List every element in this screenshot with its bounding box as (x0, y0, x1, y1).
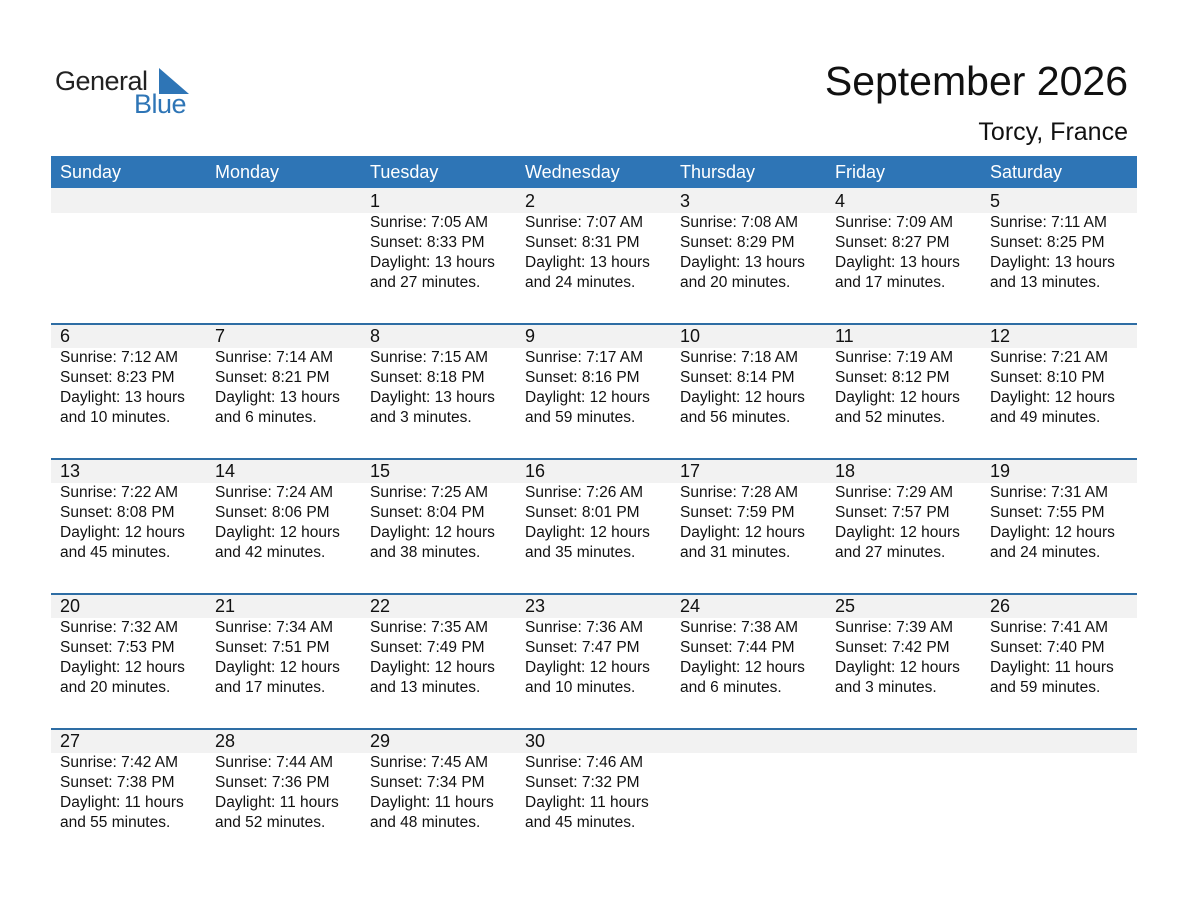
day-info (835, 213, 981, 293)
sunrise-text: Sunrise: 7:08 AM (680, 214, 799, 231)
sunrise-text: Sunrise: 7:32 AM (60, 619, 179, 636)
calendar-week (51, 458, 1137, 593)
day-number: 20 (60, 596, 81, 616)
daylight-minutes-text: and 52 minutes. (835, 409, 946, 426)
sunset-text: Sunset: 8:33 PM (370, 234, 485, 251)
daylight-minutes-text: and 59 minutes. (525, 409, 636, 426)
calendar-week (51, 323, 1137, 458)
daylight-text: Daylight: 13 hours (990, 254, 1115, 271)
daylight-text: Daylight: 11 hours (215, 794, 339, 811)
day-info (525, 213, 671, 293)
sunrise-text: Sunrise: 7:11 AM (990, 214, 1107, 231)
weekday-header (51, 156, 1137, 188)
weekday-thursday: Thursday (680, 162, 756, 182)
sunrise-text: Sunrise: 7:41 AM (990, 619, 1109, 636)
sunrise-text: Sunrise: 7:34 AM (215, 619, 334, 636)
daylight-minutes-text: and 10 minutes. (60, 409, 171, 426)
sunrise-text: Sunrise: 7:05 AM (370, 214, 489, 231)
sunrise-text: Sunrise: 7:38 AM (680, 619, 799, 636)
weekday-saturday: Saturday (990, 162, 1063, 182)
daylight-text: Daylight: 12 hours (60, 659, 185, 676)
sunrise-text: Sunrise: 7:42 AM (60, 754, 179, 771)
daylight-text: Daylight: 11 hours (990, 659, 1114, 676)
day-cell (826, 593, 981, 698)
sunset-text: Sunset: 7:34 PM (370, 774, 485, 791)
sunset-text: Sunset: 8:10 PM (990, 369, 1105, 386)
daylight-minutes-text: and 52 minutes. (215, 814, 326, 831)
daylight-text: Daylight: 12 hours (525, 389, 650, 406)
daylight-text: Daylight: 11 hours (370, 794, 494, 811)
daylight-text: Daylight: 11 hours (525, 794, 649, 811)
day-number: 12 (990, 326, 1011, 346)
calendar-week (51, 593, 1137, 728)
day-cell (206, 593, 361, 698)
day-info (680, 483, 826, 563)
day-cell (206, 323, 361, 428)
sunrise-text: Sunrise: 7:29 AM (835, 484, 954, 501)
day-cell (981, 188, 1137, 293)
daylight-minutes-text: and 6 minutes. (215, 409, 317, 426)
day-number: 5 (990, 191, 1001, 211)
sunset-text: Sunset: 7:36 PM (215, 774, 330, 791)
daylight-minutes-text: and 59 minutes. (990, 679, 1101, 696)
day-cell-empty (51, 188, 206, 293)
day-cell (206, 458, 361, 563)
day-number: 8 (370, 326, 381, 346)
day-cell (361, 188, 516, 293)
day-cell (826, 188, 981, 293)
daylight-text: Daylight: 12 hours (60, 524, 185, 541)
week-days (51, 188, 1137, 293)
sunset-text: Sunset: 7:42 PM (835, 639, 950, 656)
daylight-minutes-text: and 10 minutes. (525, 679, 636, 696)
daylight-minutes-text: and 45 minutes. (60, 544, 171, 561)
day-info (60, 348, 206, 428)
day-info (370, 753, 516, 833)
day-cell (361, 458, 516, 563)
day-info (680, 348, 826, 428)
day-number: 4 (835, 191, 846, 211)
weekday-monday: Monday (215, 162, 280, 182)
day-info (215, 753, 361, 833)
daylight-text: Daylight: 13 hours (370, 389, 495, 406)
daylight-minutes-text: and 27 minutes. (835, 544, 946, 561)
day-cell (671, 593, 826, 698)
sunset-text: Sunset: 7:55 PM (990, 504, 1105, 521)
sunrise-text: Sunrise: 7:28 AM (680, 484, 799, 501)
day-info (370, 213, 516, 293)
logo-text-blue: Blue (134, 89, 187, 119)
calendar-week (51, 728, 1137, 863)
day-cell (516, 593, 671, 698)
daylight-text: Daylight: 12 hours (525, 524, 650, 541)
sunset-text: Sunset: 8:21 PM (215, 369, 330, 386)
day-cell (826, 323, 981, 428)
day-cell (206, 728, 361, 833)
day-info (60, 618, 206, 698)
daylight-minutes-text: and 17 minutes. (215, 679, 326, 696)
sunset-text: Sunset: 7:32 PM (525, 774, 640, 791)
sunrise-text: Sunrise: 7:17 AM (525, 349, 644, 366)
day-number: 13 (60, 461, 81, 481)
day-info (990, 483, 1137, 563)
sunrise-text: Sunrise: 7:31 AM (990, 484, 1109, 501)
sunset-text: Sunset: 8:29 PM (680, 234, 795, 251)
day-cell (516, 323, 671, 428)
day-cell (981, 323, 1137, 428)
sunrise-text: Sunrise: 7:09 AM (835, 214, 954, 231)
daylight-text: Daylight: 13 hours (215, 389, 340, 406)
daylight-minutes-text: and 13 minutes. (990, 274, 1101, 291)
daylight-minutes-text: and 42 minutes. (215, 544, 326, 561)
day-number: 11 (835, 326, 854, 346)
sunset-text: Sunset: 8:25 PM (990, 234, 1105, 251)
day-number: 10 (680, 326, 701, 346)
calendar-weeks (51, 188, 1137, 863)
day-number: 22 (370, 596, 391, 616)
daylight-minutes-text: and 3 minutes. (835, 679, 937, 696)
day-number: 27 (60, 731, 81, 751)
sunset-text: Sunset: 8:06 PM (215, 504, 330, 521)
day-info (525, 483, 671, 563)
day-number: 17 (680, 461, 701, 481)
sunrise-text: Sunrise: 7:24 AM (215, 484, 334, 501)
day-info (680, 618, 826, 698)
day-number: 6 (60, 326, 71, 346)
day-cell (826, 458, 981, 563)
sunrise-text: Sunrise: 7:46 AM (525, 754, 644, 771)
sunset-text: Sunset: 8:27 PM (835, 234, 950, 251)
sunrise-text: Sunrise: 7:19 AM (835, 349, 954, 366)
daylight-minutes-text: and 49 minutes. (990, 409, 1101, 426)
day-number: 9 (525, 326, 536, 346)
day-number: 16 (525, 461, 546, 481)
sunset-text: Sunset: 7:40 PM (990, 639, 1105, 656)
sunset-text: Sunset: 7:38 PM (60, 774, 175, 791)
daylight-minutes-text: and 56 minutes. (680, 409, 791, 426)
day-info (215, 483, 361, 563)
daylight-text: Daylight: 12 hours (525, 659, 650, 676)
day-info (835, 483, 981, 563)
sunset-text: Sunset: 8:31 PM (525, 234, 640, 251)
daylight-text: Daylight: 12 hours (835, 524, 960, 541)
brand-logo (55, 64, 205, 120)
day-info (215, 348, 361, 428)
day-number: 1 (370, 191, 381, 211)
day-cell (981, 593, 1137, 698)
day-number: 2 (525, 191, 536, 211)
daylight-text: Daylight: 12 hours (835, 659, 960, 676)
day-cell (51, 728, 206, 833)
day-info (990, 213, 1137, 293)
calendar-grid (51, 156, 1137, 863)
day-cell (361, 728, 516, 833)
sunrise-text: Sunrise: 7:44 AM (215, 754, 334, 771)
sunset-text: Sunset: 8:18 PM (370, 369, 485, 386)
day-number: 14 (215, 461, 236, 481)
day-number: 29 (370, 731, 391, 751)
daylight-text: Daylight: 13 hours (60, 389, 185, 406)
day-number: 19 (990, 461, 1011, 481)
daylight-text: Daylight: 12 hours (990, 389, 1115, 406)
day-info (60, 753, 206, 833)
day-number: 7 (215, 326, 226, 346)
sunset-text: Sunset: 7:57 PM (835, 504, 950, 521)
daylight-text: Daylight: 12 hours (680, 389, 805, 406)
day-cell (516, 728, 671, 833)
day-cell (361, 593, 516, 698)
day-number: 23 (525, 596, 546, 616)
daylight-minutes-text: and 20 minutes. (60, 679, 171, 696)
weekday-friday: Friday (835, 162, 886, 182)
daylight-minutes-text: and 48 minutes. (370, 814, 481, 831)
day-info (525, 348, 671, 428)
daylight-minutes-text: and 17 minutes. (835, 274, 946, 291)
daylight-text: Daylight: 12 hours (990, 524, 1115, 541)
sunrise-text: Sunrise: 7:12 AM (60, 349, 179, 366)
daylight-minutes-text: and 45 minutes. (525, 814, 636, 831)
daylight-minutes-text: and 3 minutes. (370, 409, 472, 426)
daylight-text: Daylight: 12 hours (680, 659, 805, 676)
day-cell (981, 458, 1137, 563)
sunset-text: Sunset: 7:53 PM (60, 639, 175, 656)
day-info (990, 618, 1137, 698)
week-days (51, 728, 1137, 833)
day-info (370, 348, 516, 428)
sunrise-text: Sunrise: 7:14 AM (215, 349, 334, 366)
sunrise-text: Sunrise: 7:25 AM (370, 484, 489, 501)
sunset-text: Sunset: 7:49 PM (370, 639, 485, 656)
weekday-tuesday: Tuesday (370, 162, 439, 182)
day-info (525, 618, 671, 698)
sunrise-text: Sunrise: 7:26 AM (525, 484, 644, 501)
day-info (835, 348, 981, 428)
day-info (60, 483, 206, 563)
daylight-text: Daylight: 12 hours (835, 389, 960, 406)
daylight-text: Daylight: 12 hours (680, 524, 805, 541)
day-cell (671, 188, 826, 293)
week-days (51, 458, 1137, 563)
daylight-text: Daylight: 13 hours (370, 254, 495, 271)
sunset-text: Sunset: 8:04 PM (370, 504, 485, 521)
day-cell (361, 323, 516, 428)
sunset-text: Sunset: 8:08 PM (60, 504, 175, 521)
daylight-text: Daylight: 11 hours (60, 794, 184, 811)
daylight-minutes-text: and 20 minutes. (680, 274, 791, 291)
sunrise-text: Sunrise: 7:21 AM (990, 349, 1109, 366)
daylight-text: Daylight: 13 hours (835, 254, 960, 271)
day-cell-empty (206, 188, 361, 293)
calendar-week (51, 188, 1137, 323)
daylight-minutes-text: and 24 minutes. (990, 544, 1101, 561)
location-subtitle: Torcy, France (978, 118, 1128, 146)
day-number: 25 (835, 596, 856, 616)
day-info (215, 618, 361, 698)
logo-text-general: General (55, 66, 148, 96)
sunset-text: Sunset: 7:51 PM (215, 639, 330, 656)
daylight-minutes-text: and 38 minutes. (370, 544, 481, 561)
daylight-text: Daylight: 12 hours (370, 659, 495, 676)
week-days (51, 593, 1137, 698)
day-info (370, 483, 516, 563)
day-number: 24 (680, 596, 701, 616)
sunset-text: Sunset: 8:01 PM (525, 504, 640, 521)
weekday-sunday: Sunday (60, 162, 122, 182)
sunrise-text: Sunrise: 7:18 AM (680, 349, 799, 366)
week-days (51, 323, 1137, 428)
sunset-text: Sunset: 8:23 PM (60, 369, 175, 386)
day-cell-empty (826, 728, 981, 833)
day-info (835, 618, 981, 698)
day-number: 15 (370, 461, 391, 481)
daylight-minutes-text: and 6 minutes. (680, 679, 782, 696)
daylight-minutes-text: and 31 minutes. (680, 544, 791, 561)
sunset-text: Sunset: 7:47 PM (525, 639, 640, 656)
day-cell (51, 458, 206, 563)
day-info (370, 618, 516, 698)
day-cell (516, 188, 671, 293)
sunrise-text: Sunrise: 7:15 AM (370, 349, 489, 366)
daylight-text: Daylight: 13 hours (525, 254, 650, 271)
daylight-minutes-text: and 27 minutes. (370, 274, 481, 291)
weekday-wednesday: Wednesday (525, 162, 620, 182)
page-title: September 2026 (824, 58, 1128, 104)
day-cell (671, 323, 826, 428)
sunset-text: Sunset: 7:59 PM (680, 504, 795, 521)
daylight-minutes-text: and 13 minutes. (370, 679, 481, 696)
day-number: 26 (990, 596, 1011, 616)
sunrise-text: Sunrise: 7:22 AM (60, 484, 179, 501)
sunrise-text: Sunrise: 7:45 AM (370, 754, 489, 771)
day-cell (51, 593, 206, 698)
daylight-minutes-text: and 35 minutes. (525, 544, 636, 561)
daylight-text: Daylight: 13 hours (680, 254, 805, 271)
day-number: 28 (215, 731, 236, 751)
day-cell (671, 458, 826, 563)
day-number: 3 (680, 191, 691, 211)
day-cell-empty (671, 728, 826, 833)
sunrise-text: Sunrise: 7:07 AM (525, 214, 644, 231)
sunrise-text: Sunrise: 7:36 AM (525, 619, 644, 636)
day-number: 18 (835, 461, 856, 481)
sunset-text: Sunset: 7:44 PM (680, 639, 795, 656)
day-cell (516, 458, 671, 563)
day-info (680, 213, 826, 293)
day-cell (51, 323, 206, 428)
daylight-minutes-text: and 55 minutes. (60, 814, 171, 831)
daylight-text: Daylight: 12 hours (215, 524, 340, 541)
sunset-text: Sunset: 8:14 PM (680, 369, 795, 386)
day-number: 30 (525, 731, 546, 751)
sunrise-text: Sunrise: 7:35 AM (370, 619, 489, 636)
daylight-minutes-text: and 24 minutes. (525, 274, 636, 291)
day-info (525, 753, 671, 833)
sunset-text: Sunset: 8:16 PM (525, 369, 640, 386)
daylight-text: Daylight: 12 hours (370, 524, 495, 541)
day-info (990, 348, 1137, 428)
day-cell-empty (981, 728, 1137, 833)
day-number: 21 (215, 596, 236, 616)
sunset-text: Sunset: 8:12 PM (835, 369, 950, 386)
daylight-text: Daylight: 12 hours (215, 659, 340, 676)
sunrise-text: Sunrise: 7:39 AM (835, 619, 954, 636)
